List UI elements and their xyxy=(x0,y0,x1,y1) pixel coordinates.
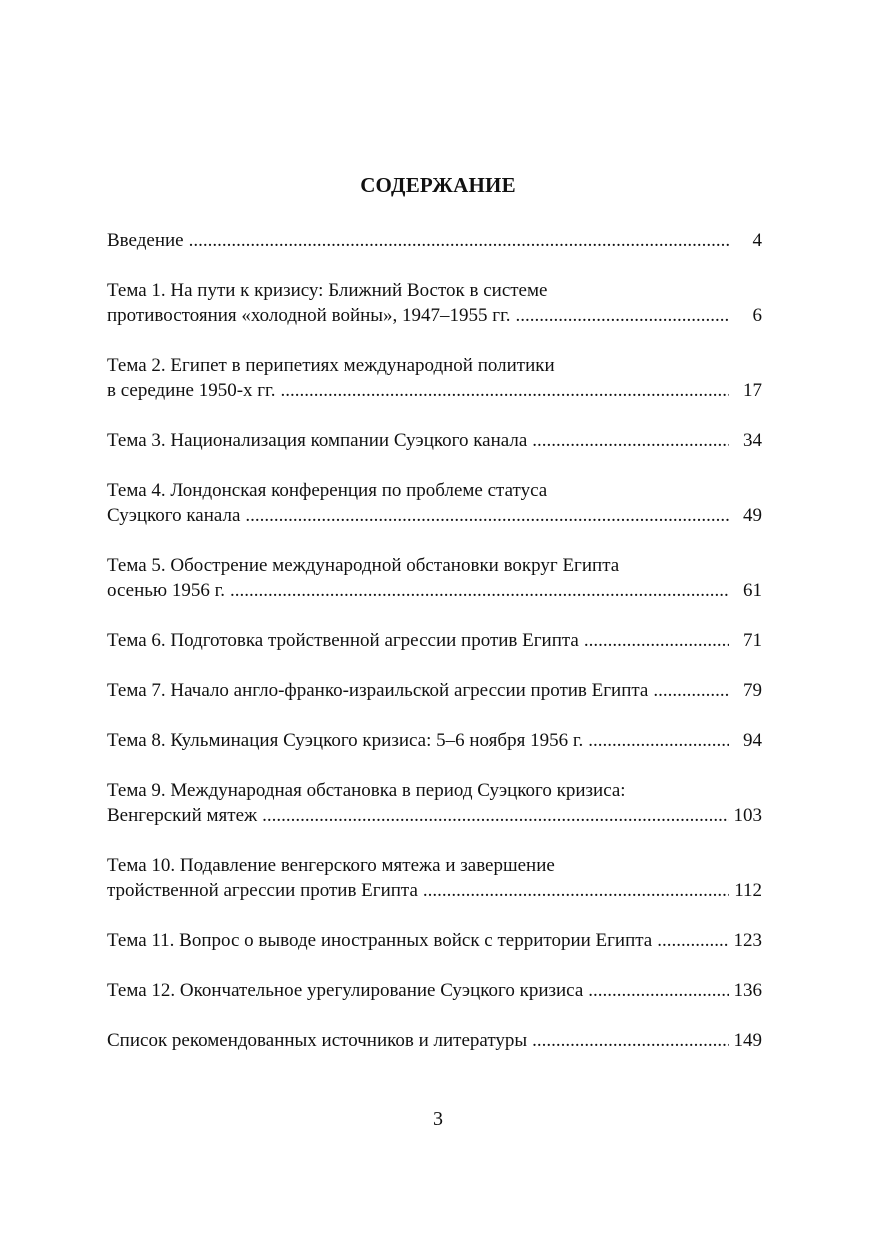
toc-entry-title: осенью 1956 г. xyxy=(107,580,225,601)
toc-entry[interactable] xyxy=(107,353,762,403)
toc-entry-title: Тема 3. Национализация компании Суэцкого канала xyxy=(107,430,528,451)
toc-entry-title: Тема 11. Вопрос о выводе иностранных войск с территории Египта xyxy=(107,930,653,951)
dot-leader xyxy=(532,428,729,453)
toc-entry-leader-group xyxy=(107,728,729,753)
toc-entry[interactable] xyxy=(107,478,762,528)
dot-leader xyxy=(262,803,729,828)
toc-entry[interactable] xyxy=(107,228,762,253)
toc-entry[interactable] xyxy=(107,1028,762,1053)
dot-leader xyxy=(230,578,729,603)
toc-entry-last-line xyxy=(107,503,762,528)
toc-entry-page-number: 34 xyxy=(743,430,762,451)
toc-entry[interactable] xyxy=(107,978,762,1003)
toc-entry-title: Тема 7. Начало англо-франко-израильской агрессии против Египта xyxy=(107,680,649,701)
toc-entry-title-line: Тема 4. Лондонская конференция по проблеме статуса xyxy=(107,480,548,501)
toc-entry-page-number: 149 xyxy=(733,1030,762,1051)
toc-entry[interactable] xyxy=(107,428,762,453)
page-number: 3 xyxy=(433,1108,443,1130)
toc-entry-leader-group xyxy=(107,378,729,403)
toc-entry-leader-group xyxy=(107,878,729,903)
toc-entry-title-line: Тема 10. Подавление венгерского мятежа и завершение xyxy=(107,855,555,876)
toc-entry-page-number: 94 xyxy=(743,730,762,751)
toc-entry-last-line xyxy=(107,303,762,328)
toc-entry-title: Введение xyxy=(107,230,184,251)
dot-leader xyxy=(516,303,730,328)
toc-entry-page-number: 71 xyxy=(743,630,762,651)
toc-entry-leader-group xyxy=(107,503,729,528)
toc-entry[interactable] xyxy=(107,928,762,953)
toc-entry-page-number: 103 xyxy=(733,805,762,826)
toc-entry-title: Тема 12. Окончательное урегулирование Суэцкого кризиса xyxy=(107,980,584,1001)
toc-entry-leader-group xyxy=(107,803,729,828)
toc-entry-page-number: 17 xyxy=(743,380,762,401)
toc-entry-last-line xyxy=(107,1028,762,1053)
toc-entry-leader-group xyxy=(107,228,729,253)
toc-entry-last-line xyxy=(107,728,762,753)
toc-entry-leader-group xyxy=(107,303,729,328)
dot-leader xyxy=(588,978,729,1003)
toc-entry-title-line: Тема 2. Египет в перипетиях международной политики xyxy=(107,355,555,376)
page-title: СОДЕРЖАНИЕ xyxy=(360,173,516,197)
dot-leader xyxy=(245,503,729,528)
toc-entry-last-line xyxy=(107,578,762,603)
toc-entry-page-number: 136 xyxy=(733,980,762,1001)
toc-entry-last-line xyxy=(107,228,762,253)
toc-entry-title: Список рекомендованных источников и литературы xyxy=(107,1030,528,1051)
dot-leader xyxy=(653,678,729,703)
toc-entry-last-line xyxy=(107,928,762,953)
toc-entry-title: Венгерский мятеж xyxy=(107,805,258,826)
toc-entry-page-number: 112 xyxy=(734,880,762,901)
toc-entry-title: тройственной агрессии против Египта xyxy=(107,880,418,901)
toc-entry-leader-group xyxy=(107,678,729,703)
toc-entry-leader-group xyxy=(107,578,729,603)
toc-entry[interactable] xyxy=(107,853,762,903)
dot-leader xyxy=(189,228,729,253)
toc-entry-title: Тема 6. Подготовка тройственной агрессии против Египта xyxy=(107,630,579,651)
toc-entry-page-number: 123 xyxy=(733,930,762,951)
toc-entry-page-number: 61 xyxy=(743,580,762,601)
toc-entry[interactable] xyxy=(107,553,762,603)
toc-entry-page-number: 79 xyxy=(743,680,762,701)
toc-entry-leader-group xyxy=(107,978,729,1003)
toc-entry[interactable] xyxy=(107,778,762,828)
toc-entry-last-line xyxy=(107,878,762,903)
toc-entry-title-line: Тема 5. Обострение международной обстановки вокруг Египта xyxy=(107,555,620,576)
toc-entry-page-number: 49 xyxy=(743,505,762,526)
toc-entry-title: Тема 8. Кульминация Суэцкого кризиса: 5–6 ноября 1956 г. xyxy=(107,730,584,751)
toc-entry-last-line xyxy=(107,628,762,653)
toc-entry-page-number: 4 xyxy=(752,230,762,251)
toc-entry-last-line xyxy=(107,978,762,1003)
toc-entry[interactable] xyxy=(107,728,762,753)
toc-entry-leader-group xyxy=(107,428,729,453)
toc-entry-title-line: Тема 9. Международная обстановка в период Суэцкого кризиса: xyxy=(107,780,626,801)
toc-entry-title: противостояния «холодной войны», 1947–1955 гг. xyxy=(107,305,511,326)
table-of-contents xyxy=(107,228,762,1078)
toc-entry-leader-group xyxy=(107,928,729,953)
dot-leader xyxy=(532,1028,729,1053)
toc-entry-leader-group xyxy=(107,1028,729,1053)
toc-entry-title: в середине 1950-х гг. xyxy=(107,380,276,401)
toc-entry-last-line xyxy=(107,803,762,828)
toc-entry[interactable] xyxy=(107,278,762,328)
toc-entry-last-line xyxy=(107,678,762,703)
toc-entry[interactable] xyxy=(107,628,762,653)
toc-entry-last-line xyxy=(107,428,762,453)
toc-entry-page-number: 6 xyxy=(752,305,762,326)
dot-leader xyxy=(423,878,729,903)
dot-leader xyxy=(584,628,729,653)
toc-entry-title: Суэцкого канала xyxy=(107,505,241,526)
toc-entry-leader-group xyxy=(107,628,729,653)
dot-leader xyxy=(657,928,729,953)
dot-leader xyxy=(588,728,729,753)
dot-leader xyxy=(280,378,729,403)
toc-entry-last-line xyxy=(107,378,762,403)
toc-entry-title-line: Тема 1. На пути к кризису: Ближний Восток в системе xyxy=(107,280,548,301)
toc-entry[interactable] xyxy=(107,678,762,703)
